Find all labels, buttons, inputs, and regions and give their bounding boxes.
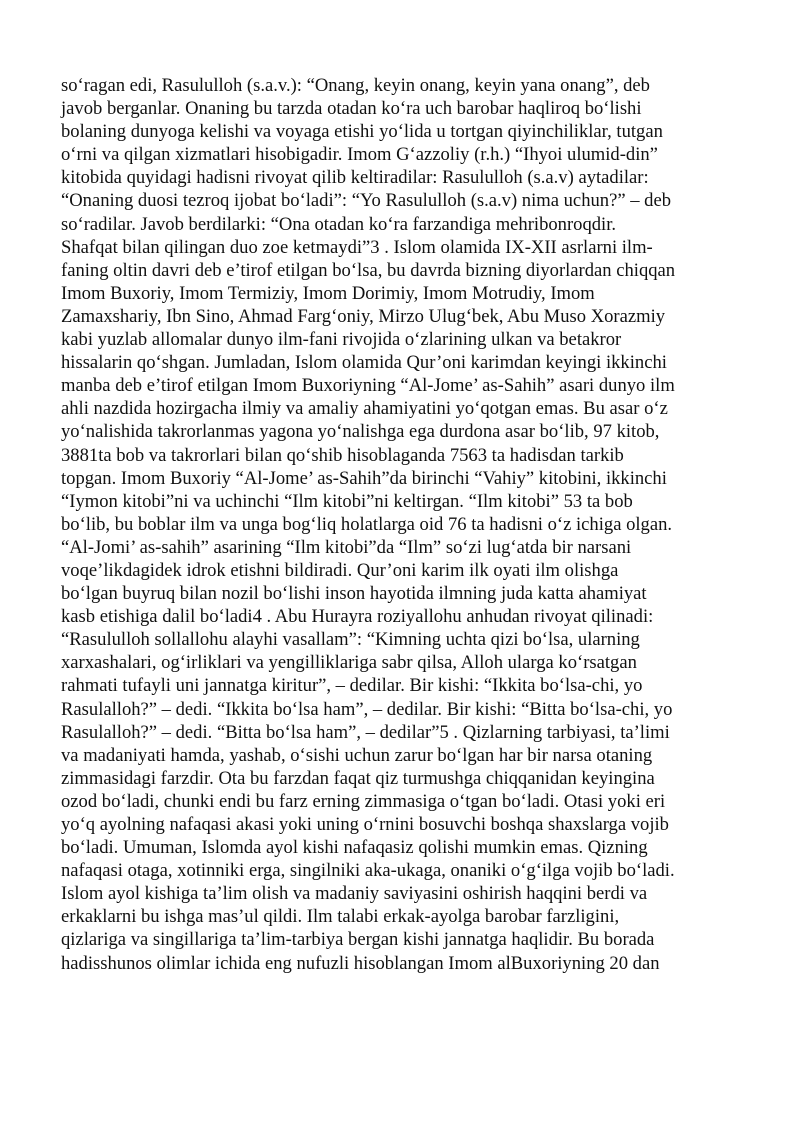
text-line: yo‘q ayolning nafaqasi akasi yoki uning o‘rnini bosuvchi boshqa shaxslarga vojib [61,814,669,835]
text-line: faning oltin davri deb e’tirof etilgan bo‘lsa, bu davrda bizning diyorlardan chiqqan [61,259,676,281]
text-line: va madaniyati hamda, yashab, o‘sishi uchun zarur bo‘lgan har bir narsa otaning [61,744,653,766]
text-line: topgan. Imom Buxoriy “Al-Jome’ as-Sahih”da birinchi “Vahiy” kitobini, ikkinchi [61,467,667,489]
text-line: “Al-Jomi’ as-sahih” asarining “Ilm kitobi”da “Ilm” so‘zi lug‘atda bir narsani [61,536,632,558]
document-page [61,74,781,975]
text-line: Imom Buxoriy, Imom Termiziy, Imom Dorimiy, Imom Motrudiy, Imom [61,282,595,304]
text-line: nafaqasi otaga, xotinniki erga, singilniki aka-ukaga, onaniki o‘g‘ilga vojib bo‘ladi. [61,860,675,882]
text-line: bo‘ladi. Umuman, Islomda ayol kishi nafaqasiz qolishi mumkin emas. Qizning [61,837,648,859]
text-line: zimmasidagi farzdir. Ota bu farzdan faqat qiz turmushga chiqqanidan keyingina [61,767,655,789]
text-line: manba deb e’tirof etilgan Imom Buxoriyning “Al-Jome’ as-Sahih” asari dunyo ilm [61,375,675,397]
text-line: erkaklarni bu ishga mas’ul qildi. Ilm talabi erkak-ayolga barobar farzligini, [61,906,620,928]
text-line: bo‘lgan buyruq bilan nozil bo‘lishi inson hayotida ilmning juda katta ahamiyat [61,583,647,605]
text-line: Rasulalloh?” – dedi. “Ikkita bo‘lsa ham”, – dedilar. Bir kishi: “Bitta bo‘lsa-chi, yo [61,698,673,720]
text-line: ozod bo‘ladi, chunki endi bu farz erning zimmasiga o‘tgan bo‘ladi. Otasi yoki eri [61,790,666,812]
text-line: o‘rni va qilgan xizmatlari hisobigadir. Imom G‘azzoliy (r.h.) “Ihyoi ulumid-din” [61,144,658,166]
text-line: 3881ta bob va takrorlari bilan qo‘shib hisoblaganda 7563 ta hadisdan tarkib [61,444,624,466]
text-line: xarxashalari, og‘irliklari va yengilliklariga sabr qilsa, Alloh ularga ko‘rsatgan [61,652,637,674]
text-line: “Rasululloh sollallohu alayhi vasallam”: “Kimning uchta qizi bo‘lsa, ularning [61,629,640,651]
text-line: yo‘nalishida takrorlanmas yagona yo‘nalishga ega durdona asar bo‘lib, 97 kitob, [61,421,660,443]
text-line: Shafqat bilan qilingan duo zoe ketmaydi”3 . Islom olamida IX-XII asrlarni ilm- [61,236,653,258]
text-line: so‘radilar. Javob berdilarki: “Ona otadan ko‘ra farzandiga mehribonroqdir. [61,213,617,235]
text-line: kasb etishiga dalil bo‘ladi4 . Abu Hurayra roziyallohu anhudan rivoyat qilinadi: [61,606,654,628]
text-line: qizlariga va singillariga ta’lim-tarbiya bergan kishi jannatga haqlidir. Bu borada [61,929,655,951]
text-line: bolaning dunyoga kelishi va voyaga etishi yo‘lida u tortgan qiyinchiliklar, tutgan [61,121,663,143]
body-text [61,74,781,975]
text-line: hissalarin qo‘shgan. Jumladan, Islom olamida Qur’oni karimdan keyingi ikkinchi [61,352,667,374]
text-line: “Onaning duosi tezroq ijobat bo‘ladi”: “Yo Rasululloh (s.a.v) nima uchun?” – deb [61,190,672,212]
text-line: ahli nazdida hozirgacha ilmiy va amaliy ahamiyatini yo‘qotgan emas. Bu asar o‘z [61,398,668,420]
text-line: Zamaxshariy, Ibn Sino, Ahmad Farg‘oniy, Mirzo Ulug‘bek, Abu Muso Xorazmiy [61,305,666,327]
text-line: kabi yuzlab allomalar dunyo ilm-fani rivojida o‘zlarining ulkan va betakror [61,329,622,351]
text-line: voqe’likdagidek idrok etishni bildiradi. Qur’oni karim ilk oyati ilm olishga [61,559,619,581]
text-line: so‘ragan edi, Rasululloh (s.a.v.): “Onang, keyin onang, keyin yana onang”, deb [61,75,650,96]
text-line: Islom ayol kishiga ta’lim olish va madaniy saviyasini oshirish haqqini berdi va [61,883,648,905]
text-line: javob berganlar. Onaning bu tarzda otadan ko‘ra uch barobar haqliroq bo‘lishi [61,98,642,120]
text-line: kitobida quyidagi hadisni rivoyat qilib keltiradilar: Rasululloh (s.a.v) aytadilar: [61,167,649,189]
text-line: bo‘lib, bu boblar ilm va unga bog‘liq holatlarga oid 76 ta hadisni o‘z ichiga olgan. [61,513,673,535]
text-line: hadisshunos olimlar ichida eng nufuzli hisoblangan Imom alBuxoriyning 20 dan [61,952,660,974]
text-line: rahmati tufayli uni jannatga kiritur”, – dedilar. Bir kishi: “Ikkita bo‘lsa-chi, yo [61,675,643,697]
text-line: “Iymon kitobi”ni va uchinchi “Ilm kitobi”ni keltirgan. “Ilm kitobi” 53 ta bob [61,490,633,512]
text-line: Rasulalloh?” – dedi. “Bitta bo‘lsa ham”, – dedilar”5 . Qizlarning tarbiyasi, ta’limi [61,721,670,743]
